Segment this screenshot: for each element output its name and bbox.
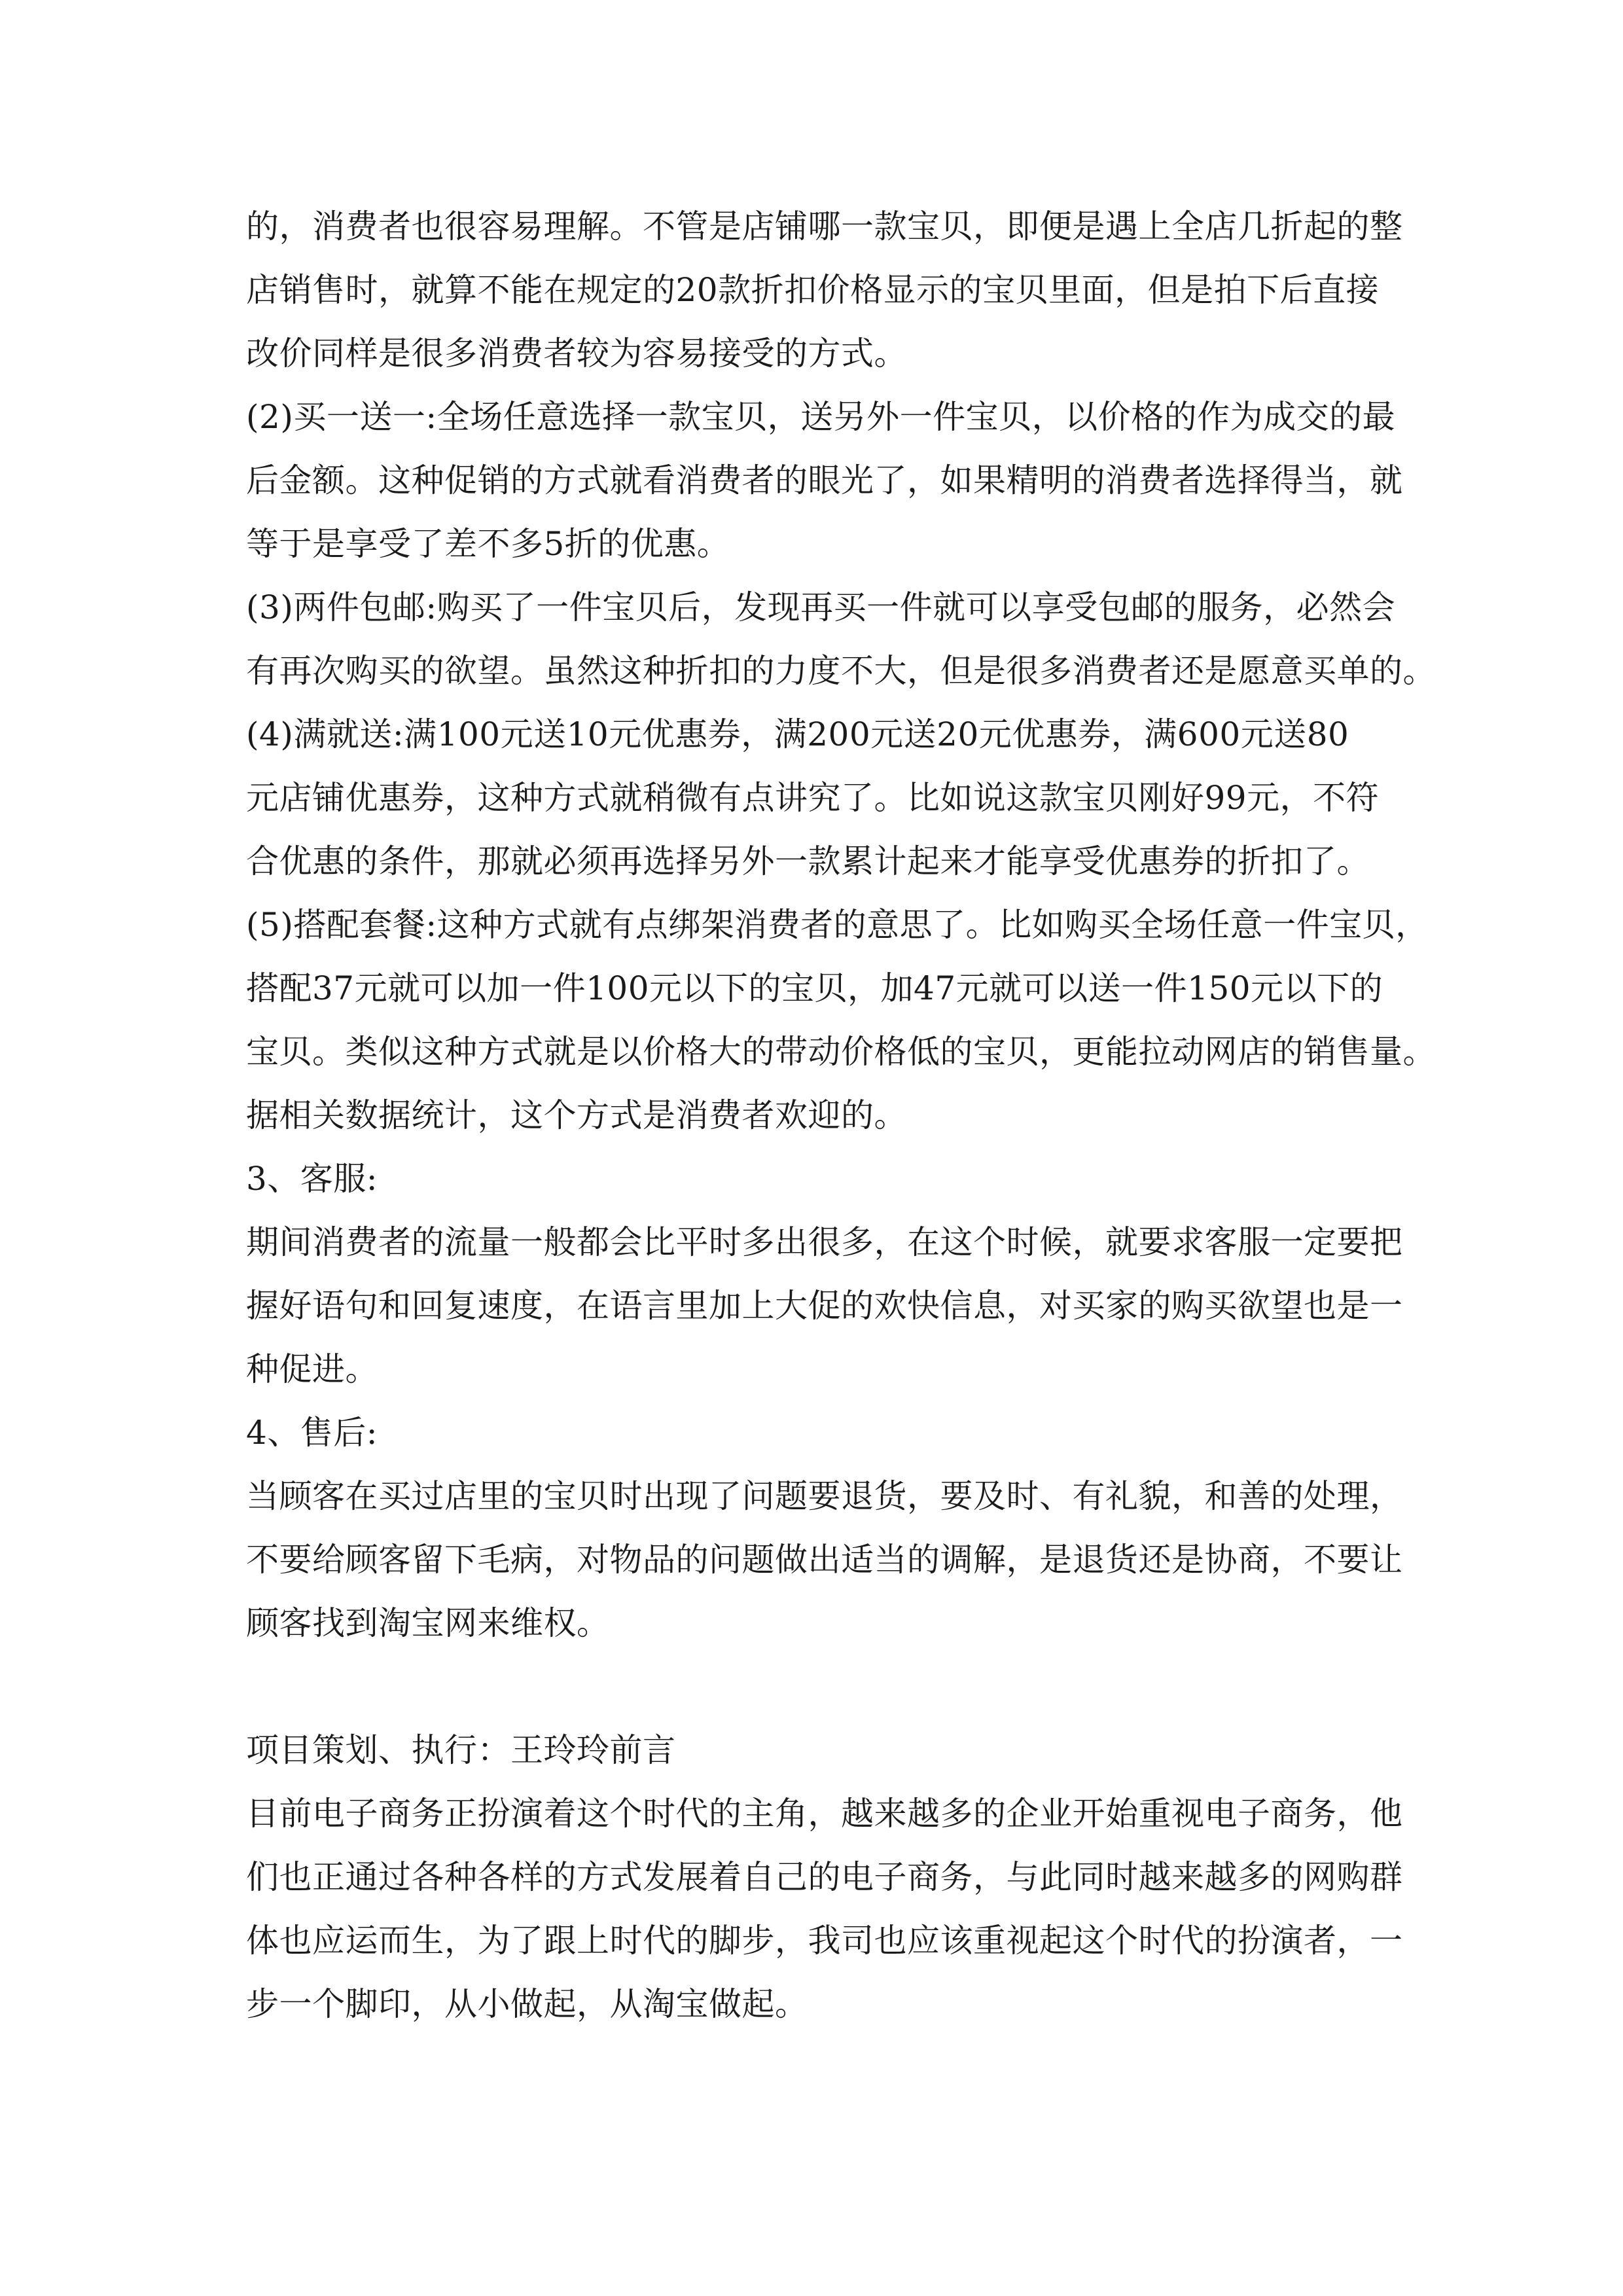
text-line: 元店铺优惠券，这种方式就稍微有点讲究了。比如说这款宝贝刚好99元，不符 — [246, 779, 1380, 817]
text-line: 店销售时，就算不能在规定的20款折扣价格显示的宝贝里面，但是拍下后直接 — [246, 271, 1380, 309]
section-heading: 4、售后: — [246, 1414, 378, 1452]
text-line: 后金额。这种促销的方式就看消费者的眼光了，如果精明的消费者选择得当，就 — [246, 461, 1403, 499]
text-line: 们也正通过各种各样的方式发展着自己的电子商务，与此同时越来越多的网购群 — [246, 1858, 1403, 1896]
text-line: 握好语句和回复速度，在语言里加上大促的欢快信息，对买家的购买欲望也是一 — [246, 1287, 1403, 1325]
text-line: 目前电子商务正扮演着这个时代的主角，越来越多的企业开始重视电子商务，他 — [246, 1795, 1403, 1833]
text-line: 步一个脚印，从小做起，从淘宝做起。 — [246, 1985, 808, 2023]
text-line: 不要给顾客留下毛病，对物品的问题做出适当的调解，是退货还是协商，不要让 — [246, 1541, 1403, 1579]
text-line: 等于是享受了差不多5折的优惠。 — [246, 525, 730, 563]
text-line: 体也应运而生，为了跟上时代的脚步，我司也应该重视起这个时代的扮演者，一 — [246, 1922, 1403, 1960]
text-line: 当顾客在买过店里的宝贝时出现了问题要退货，要及时、有礼貌，和善的处理， — [246, 1477, 1403, 1515]
section-heading: 3、客服: — [246, 1160, 378, 1198]
text-line: (5)搭配套餐:这种方式就有点绑架消费者的意思了。比如购买全场任意一件宝贝， — [246, 906, 1429, 944]
text-line: 期间消费者的流量一般都会比平时多出很多，在这个时候，就要求客服一定要把 — [246, 1223, 1403, 1261]
text-line: (4)满就送:满100元送10元优惠券，满200元送20元优惠券，满600元送80 — [246, 715, 1349, 753]
text-line: (3)两件包邮:购买了一件宝贝后，发现再买一件就可以享受包邮的服务，必然会 — [246, 588, 1396, 626]
text-line: 有再次购买的欲望。虽然这种折扣的力度不大，但是很多消费者还是愿意买单的。 — [246, 652, 1436, 690]
text-line: (2)买一送一:全场任意选择一款宝贝，送另外一件宝贝，以价格的作为成交的最 — [246, 398, 1396, 436]
text-line: 搭配37元就可以加一件100元以下的宝贝，加47元就可以送一件150元以下的 — [246, 969, 1383, 1007]
text-line: 合优惠的条件，那就必须再选择另外一款累计起来才能享受优惠券的折扣了。 — [246, 842, 1370, 880]
text-line: 据相关数据统计，这个方式是消费者欢迎的。 — [246, 1096, 907, 1134]
section-heading: 项目策划、执行：王玲玲前言 — [246, 1731, 676, 1769]
document-body — [246, 195, 1436, 2036]
text-line: 种促进。 — [246, 1350, 378, 1388]
text-line: 的，消费者也很容易理解。不管是店铺哪一款宝贝，即便是遇上全店几折起的整 — [246, 207, 1403, 245]
text-line: 改价同样是很多消费者较为容易接受的方式。 — [246, 334, 907, 372]
blank-line — [246, 1655, 1385, 1719]
text-line: 顾客找到淘宝网来维权。 — [246, 1604, 610, 1642]
text-line: 宝贝。类似这种方式就是以价格大的带动价格低的宝贝，更能拉动网店的销售量。 — [246, 1033, 1436, 1071]
